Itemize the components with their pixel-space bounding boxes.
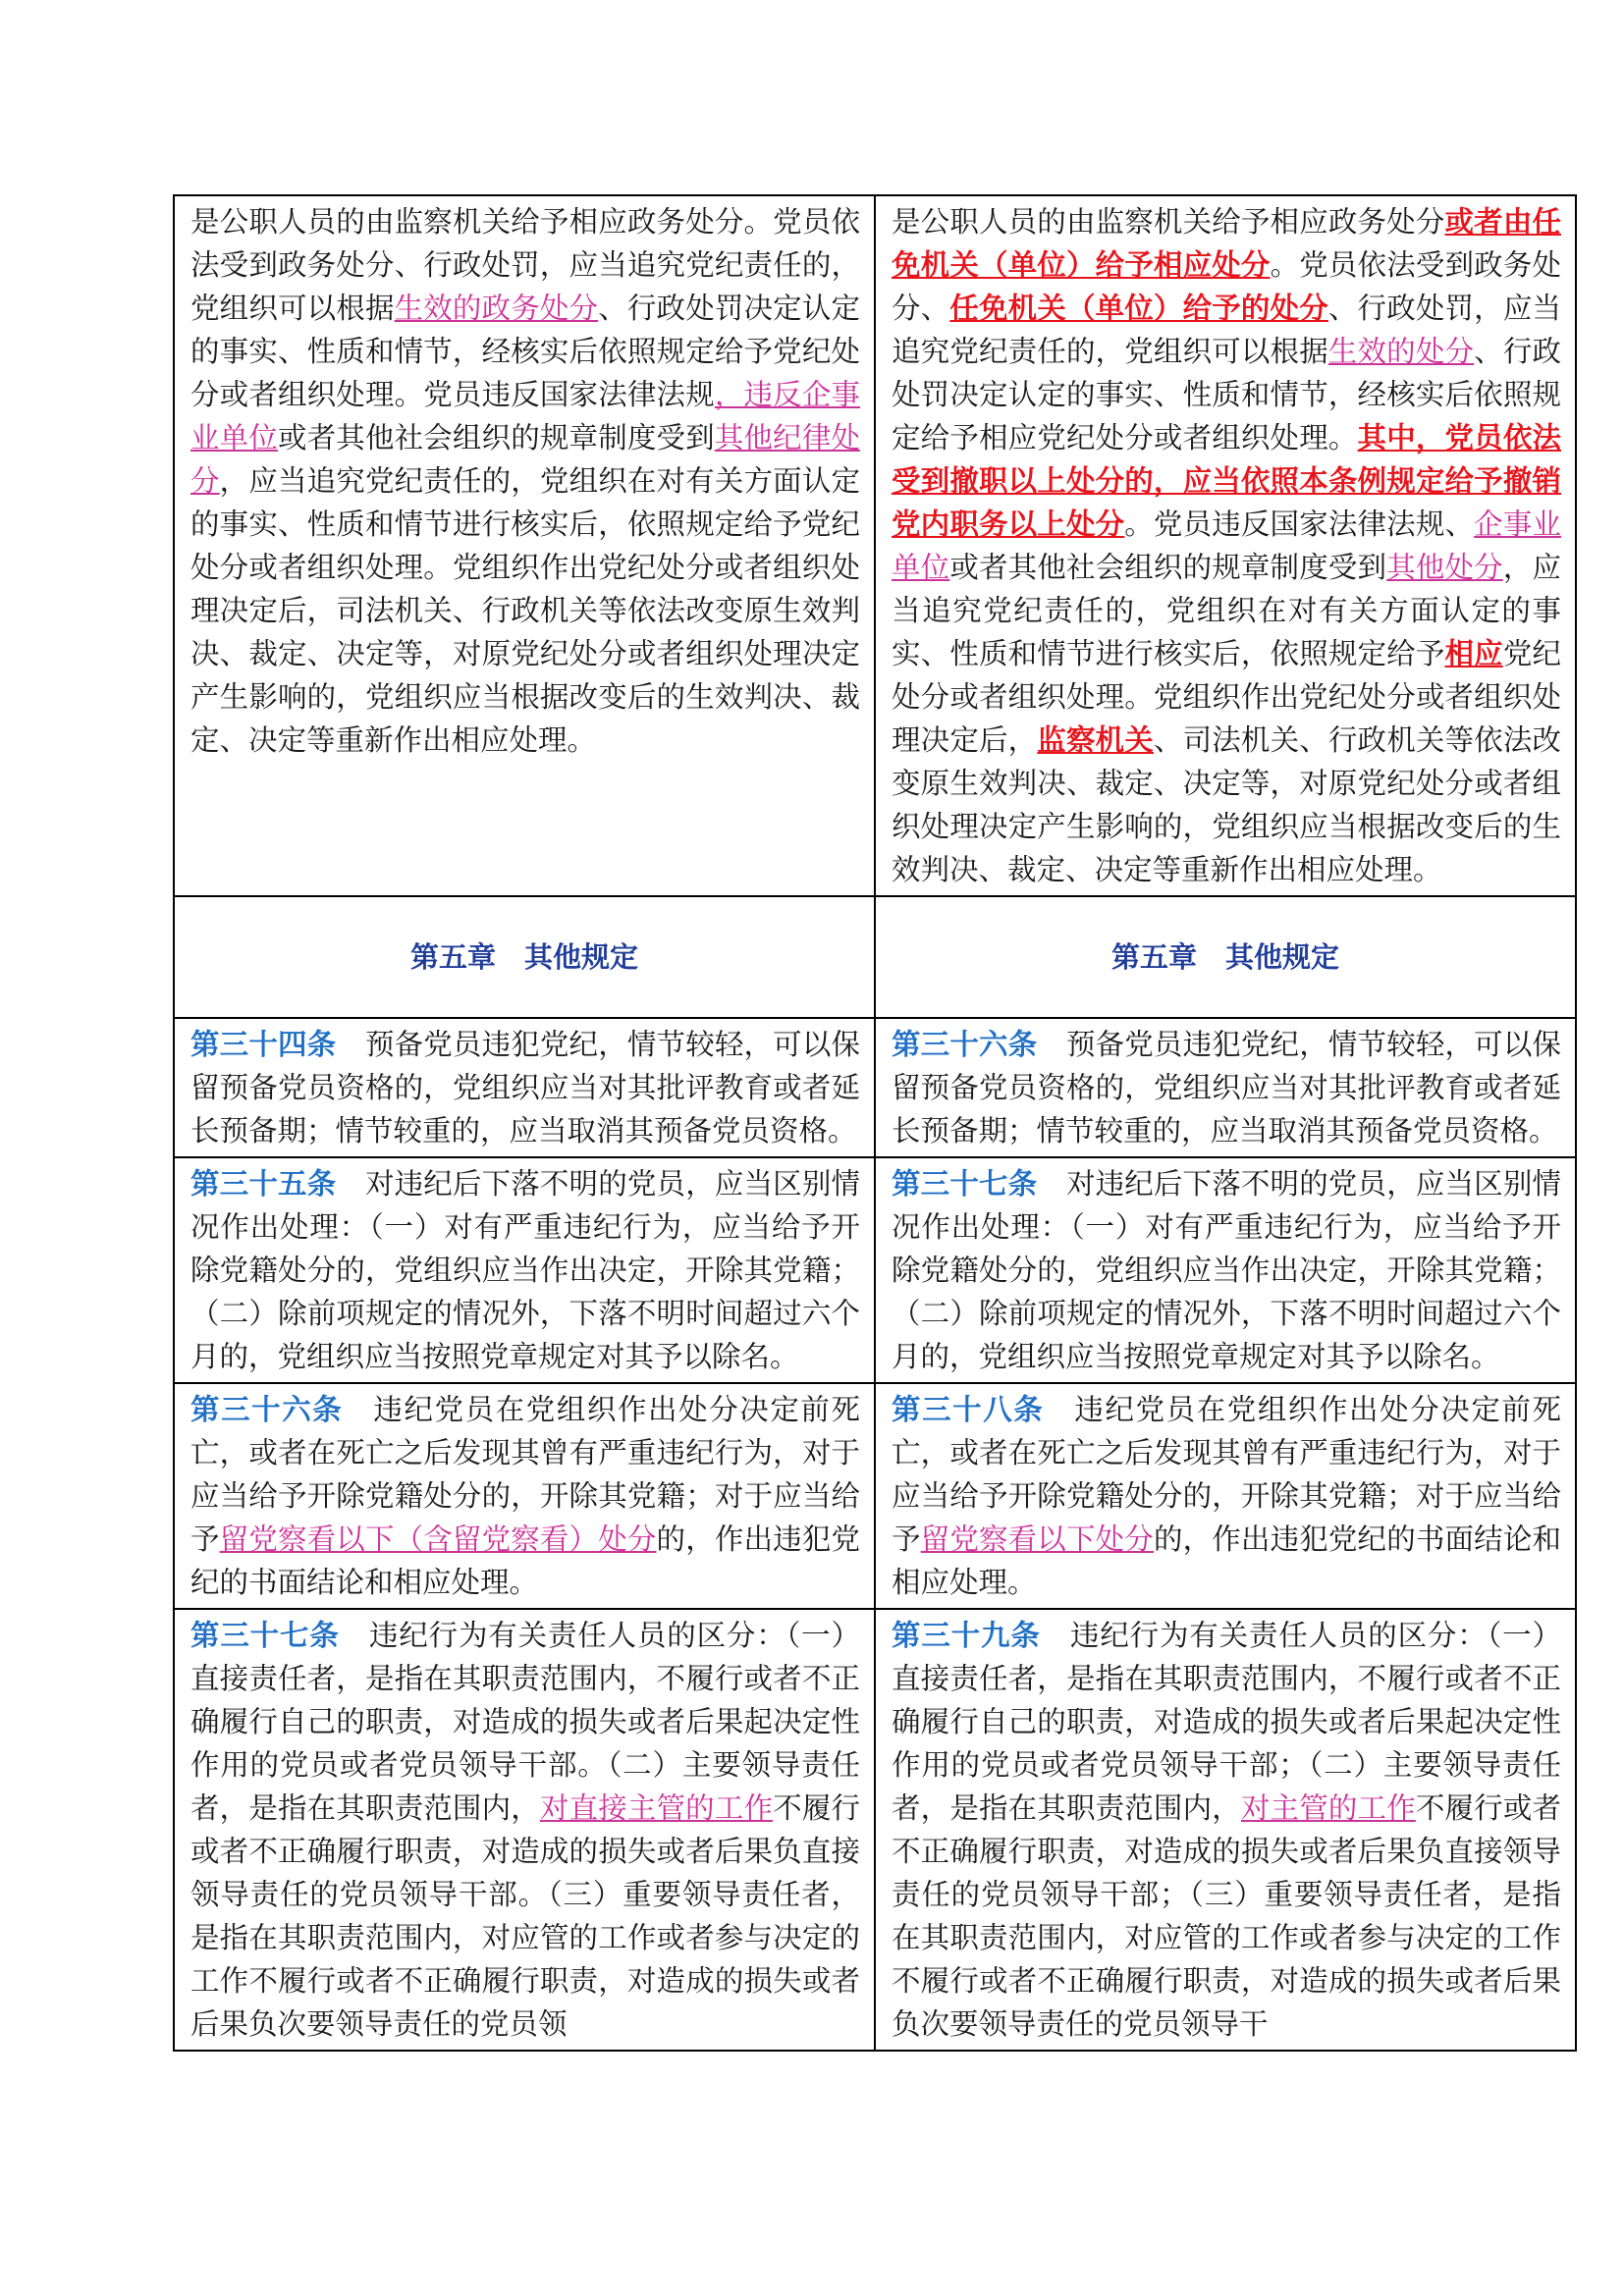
text-segment: 预备党员违犯党纪，情节较轻，可以保留预备党员资格的，党组织应当对其批评教育或者延长预备期；情节较重的，应当取消其预备党员资格。	[190, 1028, 860, 1148]
chapter-title: 第五章 其他规定	[1110, 940, 1339, 974]
changed-text: 其他处分	[1386, 551, 1503, 584]
text-segment: 违纪行为有关责任人员的区分：（一）直接责任者，是指在其职责范围内，不履行或者不正确履行自己的职责，对造成的损失或者后果起决定性作用的党员或者党员领导干部。（二）主要领导责任者，是指在其职责范围内，	[190, 1619, 860, 1825]
text-segment: 违纪党员在党组织作出处分决定前死亡，或者在死亡之后发现其曾有严重违纪行为，对于应当给予开除党籍处分的，开除其党籍；对于应当给予	[892, 1393, 1561, 1556]
new-version-cell	[875, 1018, 1576, 1157]
comparison-table	[173, 194, 1577, 2052]
changed-text: 对主管的工作	[1240, 1791, 1416, 1825]
article-number: 第三十八条	[892, 1393, 1045, 1426]
new-version-cell	[875, 1609, 1576, 2051]
article-row	[174, 1018, 1576, 1157]
changed-text: 对直接主管的工作	[539, 1791, 774, 1825]
added-text: 监察机关	[1037, 722, 1154, 757]
text-segment: 的，作出违犯党纪的书面结论和相应处理。	[892, 1522, 1561, 1599]
old-version-cell	[174, 896, 875, 1018]
article-number: 第三十四条	[190, 1028, 337, 1061]
comparison-table-body	[174, 195, 1576, 2051]
chapter-title: 第五章 其他规定	[409, 940, 638, 974]
old-version-cell	[174, 1609, 875, 2051]
added-text: 或者由任免机关（单位）给予相应处分	[892, 204, 1561, 282]
article-number: 第三十九条	[892, 1619, 1041, 1652]
chapter-row	[174, 896, 1576, 1018]
article-number: 第三十七条	[190, 1619, 340, 1652]
text-segment: 、司法机关、行政机关等依法改变原生效判决、裁定、决定等，对原党纪处分或者组织处理决定产生影响的，党组织应当根据改变后的生效判决、裁定、决定等重新作出相应处理。	[892, 723, 1561, 886]
text-segment: 。党员违反国家法律法规、	[1124, 507, 1475, 541]
article-number: 第三十六条	[190, 1393, 344, 1426]
changed-text: 生效的政务处分	[394, 292, 599, 325]
article-row	[174, 1383, 1576, 1609]
article-row	[174, 195, 1576, 896]
text-segment: 不履行或者不正确履行职责，对造成的损失或者后果负直接领导责任的党员领导干部；（三）重要领导责任者，是指在其职责范围内，对应管的工作或者参与决定的工作不履行或者不正确履行职责，对造成的损失或者后果负次要领导责任的党员领导干	[892, 1791, 1561, 2041]
article-number: 第三十五条	[190, 1167, 337, 1201]
text-segment: 或者其他社会组织的规章制度受到	[949, 551, 1387, 584]
text-segment: 不履行或者不正确履行职责，对造成的损失或者后果负直接领导责任的党员领导干部。（三）重要领导责任者，是指在其职责范围内，对应管的工作或者参与决定的工作不履行或者不正确履行职责，对造成的损失或者后果负次要领导责任的党员领	[190, 1791, 860, 2041]
article-row	[174, 1609, 1576, 2051]
added-text: 任免机关（单位）给予的处分	[949, 291, 1328, 325]
text-segment: 的，作出违犯党纪的书面结论和相应处理。	[190, 1522, 860, 1599]
text-segment: 是公职人员的由监察机关给予相应政务处分	[892, 205, 1445, 239]
text-segment: 预备党员违犯党纪，情节较轻，可以保留预备党员资格的，党组织应当对其批评教育或者延长预备期；情节较重的，应当取消其预备党员资格。	[892, 1028, 1561, 1148]
text-segment: 违纪行为有关责任人员的区分：（一）直接责任者，是指在其职责范围内，不履行或者不正确履行自己的职责，对造成的损失或者后果起决定性作用的党员或者党员领导干部；（二）主要领导责任者，是指在其职责范围内，	[892, 1619, 1561, 1825]
text-segment: 对违纪后下落不明的党员，应当区别情况作出处理：（一）对有严重违纪行为，应当给予开除党籍处分的，党组织应当作出决定，开除其党籍；（二）除前项规定的情况外，下落不明时间超过六个月的，党组织应当按照党章规定对其予以除名。	[190, 1167, 860, 1373]
changed-text: ，违反企事业单位	[190, 378, 860, 454]
old-version-cell	[174, 1383, 875, 1609]
new-version-cell	[875, 195, 1576, 896]
added-text: 相应	[1444, 636, 1503, 670]
text-segment: 是公职人员的由监察机关给予相应政务处分。党员依法受到政务处分、行政处罚，应当追究党纪责任的，党组织可以根据	[190, 205, 860, 325]
changed-text: 企事业单位	[892, 507, 1561, 584]
new-version-cell	[875, 896, 1576, 1018]
changed-text: 生效的处分	[1327, 335, 1475, 368]
old-version-cell	[174, 195, 875, 896]
added-text: 其中，党员依法受到撤职以上处分的，应当依照本条例规定给予撤销党内职务以上处分	[892, 420, 1561, 541]
old-version-cell	[174, 1157, 875, 1383]
article-row	[174, 1157, 1576, 1383]
changed-text: 留党察看以下处分	[920, 1522, 1154, 1556]
new-version-cell	[875, 1383, 1576, 1609]
old-version-cell	[174, 1018, 875, 1157]
text-segment: 或者其他社会组织的规章制度受到	[277, 421, 715, 454]
article-number: 第三十六条	[892, 1028, 1038, 1061]
text-segment: 对违纪后下落不明的党员，应当区别情况作出处理：（一）对有严重违纪行为，应当给予开除党籍处分的，党组织应当作出决定，开除其党籍；（二）除前项规定的情况外，下落不明时间超过六个月的，党组织应当按照党章规定对其予以除名。	[892, 1167, 1561, 1373]
text-segment: 党纪处分或者组织处理。党组织作出党纪处分或者组织处理决定后，	[892, 637, 1561, 757]
text-segment: 、行政处罚决定认定的事实、性质和情节，经核实后依照规定给予党纪处分或者组织处理。党员违反国家法律法规	[190, 292, 860, 411]
new-version-cell	[875, 1157, 1576, 1383]
article-number: 第三十七条	[892, 1167, 1038, 1201]
changed-text: 其他纪律处分	[190, 421, 860, 498]
text-segment: ，应当追究党纪责任的，党组织在对有关方面认定的事实、性质和情节进行核实后，依照规定给予党纪处分或者组织处理。党组织作出党纪处分或者组织处理决定后，司法机关、行政机关等依法改变原生效判决、裁定、决定等，对原党纪处分或者组织处理决定产生影响的，党组织应当根据改变后的生效判决、裁定、决定等重新作出相应处理。	[190, 464, 860, 757]
text-segment: 违纪党员在党组织作出处分决定前死亡，或者在死亡之后发现其曾有严重违纪行为，对于应当给予开除党籍处分的，开除其党籍；对于应当给予	[190, 1393, 860, 1556]
changed-text: 留党察看以下（含留党察看）处分	[219, 1522, 657, 1556]
text-segment: 。党员依法受到政务处分、	[892, 248, 1561, 325]
text-segment: 、行政处罚决定认定的事实、性质和情节，经核实后依照规定给予相应党纪处分或者组织处理。	[892, 335, 1561, 454]
text-segment: ，应当追究党纪责任的，党组织在对有关方面认定的事实、性质和情节进行核实后，依照规定给予	[892, 551, 1561, 670]
text-segment: 、行政处罚，应当追究党纪责任的，党组织可以根据	[892, 292, 1561, 368]
